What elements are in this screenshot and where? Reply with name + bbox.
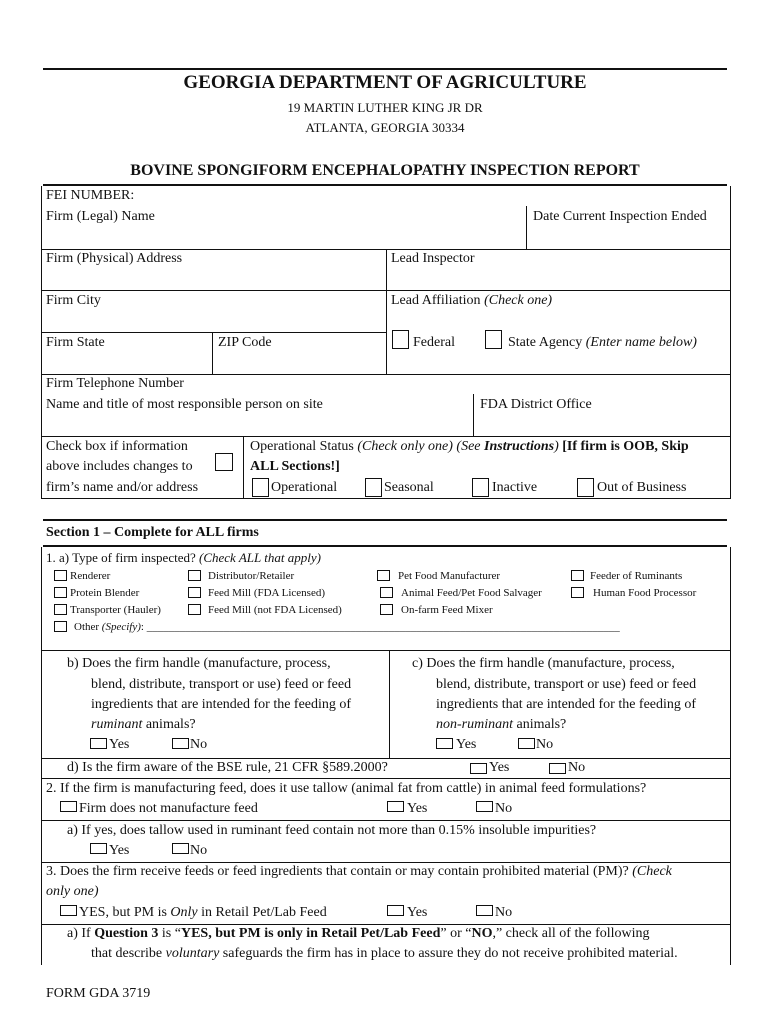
- pet-food-checkbox[interactable]: [377, 570, 390, 581]
- q3-no-checkbox[interactable]: [476, 905, 493, 916]
- changes-label-line-2: above includes changes to: [46, 459, 193, 474]
- q3-yes-label: Yes: [407, 905, 428, 920]
- q1b-yes-checkbox[interactable]: [90, 738, 107, 749]
- q3-only-retail-checkbox[interactable]: [60, 905, 77, 916]
- question-2a: a) If yes, does tallow used in ruminant feed contain not more than 0.15% insoluble impurities?: [67, 823, 597, 838]
- agency-address-2: ATLANTA, GEORGIA 30334: [305, 120, 465, 135]
- onfarm-mixer-checkbox[interactable]: [380, 604, 393, 615]
- divider: [41, 650, 731, 651]
- q1b-no-checkbox[interactable]: [172, 738, 189, 749]
- report-title: BOVINE SPONGIFORM ENCEPHALOPATHY INSPECTION REPORT: [130, 162, 640, 179]
- feed-mill-not-licensed-label: Feed Mill (not FDA Licensed): [208, 604, 342, 616]
- q3-no-label: No: [495, 905, 513, 920]
- question-1c-line-3: ingredients that are intended for the feeding of: [436, 697, 697, 712]
- feed-mill-not-licensed-checkbox[interactable]: [188, 604, 201, 615]
- lead-affiliation-label: Lead Affiliation (Check one): [391, 293, 553, 308]
- inactive-checkbox[interactable]: [472, 478, 489, 497]
- q2a-yes-label: Yes: [109, 843, 130, 858]
- changes-label-line-1: Check box if information: [46, 439, 188, 454]
- question-3a-line-2: that describe voluntary safeguards the firm has in place to assure they do not receive prohibited material.: [91, 946, 678, 961]
- form-number: FORM GDA 3719: [46, 986, 151, 1001]
- zip-code-field[interactable]: ZIP Code: [218, 335, 272, 350]
- q3-only-retail-label: YES, but PM is Only in Retail Pet/Lab Feed: [79, 905, 327, 920]
- fei-number-field[interactable]: FEI NUMBER:: [46, 188, 135, 203]
- operational-status-label: Operational Status (Check only one) (See Instructions) [If firm is OOB, Skip: [250, 439, 689, 454]
- question-1c-line-2: blend, distribute, transport or use) feed or feed: [436, 677, 697, 692]
- firm-state-field[interactable]: Firm State: [46, 335, 105, 350]
- human-food-label: Human Food Processor: [593, 587, 697, 599]
- question-3-line-2: only one): [46, 884, 99, 899]
- question-1c-line-1: c) Does the firm handle (manufacture, process,: [412, 656, 675, 671]
- title-rule: [43, 184, 727, 186]
- q1c-no-label: No: [536, 737, 554, 752]
- human-food-checkbox[interactable]: [571, 587, 584, 598]
- distributor-label: Distributor/Retailer: [208, 570, 295, 582]
- other-checkbox[interactable]: [54, 621, 67, 632]
- agency-title: GEORGIA DEPARTMENT OF AGRICULTURE: [183, 72, 587, 93]
- onfarm-mixer-label: On-farm Feed Mixer: [401, 604, 493, 616]
- divider: [41, 332, 387, 333]
- protein-blender-checkbox[interactable]: [54, 587, 67, 598]
- q2-no-label: No: [495, 801, 513, 816]
- changes-label-line-3: firm’s name and/or address: [46, 480, 199, 495]
- feed-mill-licensed-label: Feed Mill (FDA Licensed): [208, 587, 326, 599]
- section-1-title: Section 1 – Complete for ALL firms: [46, 525, 259, 540]
- divider: [41, 862, 731, 863]
- q1d-no-checkbox[interactable]: [549, 763, 566, 774]
- divider: [41, 820, 731, 821]
- inactive-label: Inactive: [492, 480, 538, 495]
- firm-telephone-field[interactable]: Firm Telephone Number: [46, 376, 184, 391]
- question-3a-line-1: a) If Question 3 is “YES, but PM is only in Retail Pet/Lab Feed” or “NO,” check all of the following: [67, 926, 650, 941]
- section-1-top-rule: [43, 519, 727, 521]
- seasonal-label: Seasonal: [384, 480, 434, 495]
- section-1-left-border: [41, 547, 42, 965]
- q2-yes-label: Yes: [407, 801, 428, 816]
- out-of-business-label: Out of Business: [597, 480, 687, 495]
- protein-blender-label: Protein Blender: [70, 587, 140, 599]
- question-1a: 1. a) Type of firm inspected? (Check ALL that apply): [46, 550, 321, 565]
- q2-no-manufacture-checkbox[interactable]: [60, 801, 77, 812]
- date-inspection-ended-field[interactable]: Date Current Inspection Ended: [533, 209, 707, 224]
- seasonal-checkbox[interactable]: [365, 478, 382, 497]
- operational-checkbox[interactable]: [252, 478, 269, 497]
- q1c-yes-checkbox[interactable]: [436, 738, 453, 749]
- skip-all-sections-label: ALL Sections!]: [250, 459, 340, 474]
- operational-label: Operational: [271, 480, 338, 495]
- divider: [41, 290, 731, 291]
- divider: [41, 436, 731, 437]
- federal-checkbox[interactable]: [392, 330, 409, 349]
- q1b-no-label: No: [190, 737, 208, 752]
- divider: [43, 545, 727, 547]
- q1d-no-label: No: [568, 760, 586, 775]
- salvager-label: Animal Feed/Pet Food Salvager: [401, 587, 542, 599]
- renderer-checkbox[interactable]: [54, 570, 67, 581]
- out-of-business-checkbox[interactable]: [577, 478, 594, 497]
- responsible-person-field[interactable]: Name and title of most responsible person on site: [46, 397, 323, 412]
- top-rule: [43, 68, 727, 70]
- q1b-yes-label: Yes: [109, 737, 130, 752]
- changes-checkbox[interactable]: [215, 453, 233, 471]
- q2-yes-checkbox[interactable]: [387, 801, 404, 812]
- state-agency-label: State Agency (Enter name below): [508, 335, 697, 350]
- divider: [41, 778, 731, 779]
- question-3-line-1: 3. Does the firm receive feeds or feed ingredients that contain or may contain prohibited material (PM)? (Check: [46, 864, 672, 879]
- q2-no-checkbox[interactable]: [476, 801, 493, 812]
- firm-legal-name-field[interactable]: Firm (Legal) Name: [46, 209, 155, 224]
- feeder-checkbox[interactable]: [571, 570, 584, 581]
- agency-address-1: 19 MARTIN LUTHER KING JR DR: [287, 100, 483, 115]
- divider: [41, 924, 731, 925]
- lead-inspector-field[interactable]: Lead Inspector: [391, 251, 475, 266]
- q3-yes-checkbox[interactable]: [387, 905, 404, 916]
- renderer-label: Renderer: [70, 570, 111, 582]
- q1d-yes-label: Yes: [489, 760, 510, 775]
- divider: [41, 498, 731, 499]
- question-1b-line-3: ingredients that are intended for the feeding of: [91, 697, 352, 712]
- q1d-yes-checkbox[interactable]: [470, 763, 487, 774]
- feeder-label: Feeder of Ruminants: [590, 570, 683, 582]
- question-1b-line-1: b) Does the firm handle (manufacture, process,: [67, 656, 331, 671]
- firm-physical-address-field[interactable]: Firm (Physical) Address: [46, 251, 183, 266]
- divider: [526, 206, 527, 250]
- federal-label: Federal: [413, 335, 455, 350]
- divider: [41, 758, 731, 759]
- question-1b-line-2: blend, distribute, transport or use) feed or feed: [91, 677, 352, 692]
- divider: [243, 436, 244, 498]
- distributor-checkbox[interactable]: [188, 570, 201, 581]
- firm-block-right-border: [730, 186, 731, 499]
- firm-block-left-border: [41, 186, 42, 499]
- firm-city-field[interactable]: Firm City: [46, 293, 101, 308]
- divider: [41, 374, 731, 375]
- divider: [473, 394, 474, 436]
- q1c-yes-label: Yes: [456, 737, 477, 752]
- section-1-right-border: [730, 547, 731, 965]
- question-1b-line-4: ruminant animals?: [91, 717, 196, 732]
- feed-mill-licensed-checkbox[interactable]: [188, 587, 201, 598]
- question-1c-line-4: non-ruminant animals?: [436, 717, 567, 732]
- q2a-no-label: No: [190, 843, 208, 858]
- divider: [389, 650, 390, 758]
- divider: [212, 332, 213, 374]
- transporter-checkbox[interactable]: [54, 604, 67, 615]
- salvager-checkbox[interactable]: [380, 587, 393, 598]
- fda-district-office-field[interactable]: FDA District Office: [480, 397, 592, 412]
- q2-no-manufacture-label: Firm does not manufacture feed: [79, 801, 258, 816]
- pet-food-label: Pet Food Manufacturer: [398, 570, 501, 582]
- q2a-yes-checkbox[interactable]: [90, 843, 107, 854]
- other-label: Other (Specify): ______________________________________________________________________________________: [74, 621, 620, 633]
- q2a-no-checkbox[interactable]: [172, 843, 189, 854]
- q1c-no-checkbox[interactable]: [518, 738, 535, 749]
- question-1d: d) Is the firm aware of the BSE rule, 21 CFR §589.2000?: [67, 760, 388, 775]
- transporter-label: Transporter (Hauler): [70, 604, 161, 616]
- divider: [386, 249, 387, 374]
- question-2: 2. If the firm is manufacturing feed, does it use tallow (animal fat from cattle) in animal feed formulations?: [46, 781, 647, 796]
- state-agency-checkbox[interactable]: [485, 330, 502, 349]
